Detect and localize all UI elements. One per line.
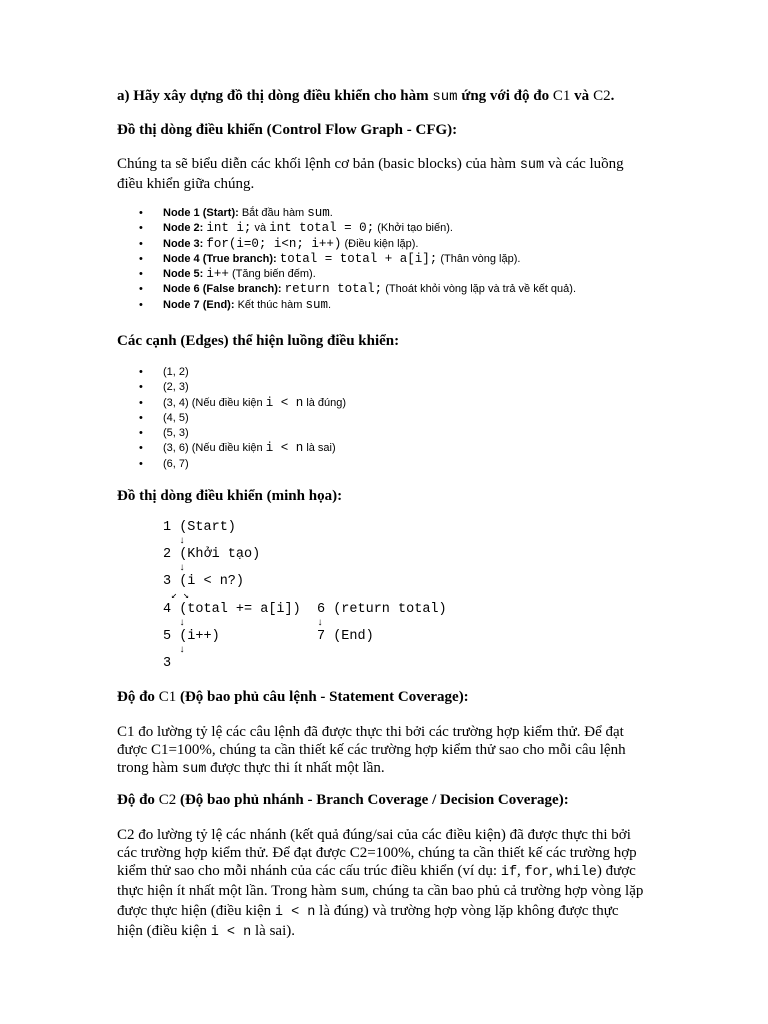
node-item: • Node 1 (Start): Bắt đầu hàm sum. <box>139 206 333 220</box>
c2-paragraph: C2 đo lường tỷ lệ các nhánh (kết quả đúng/sai của các điều kiện) đã được thực thi bởi các trường hợp kiểm thử. Để đạt được C2=100%, chúng ta cần thiết kế các trường hợp kiểm thử sao cho mỗi nhánh của các cấu trúc điều khiển (ví dụ: if, for, while) được thực hiện ít nhất một lần. Trong hàm sum, chúng ta cần bao phủ cả trường hợp vòng lặp được thực hiện (điều kiện i < n là đúng) và trường hợp vòng lặp không được thực hiện (điều kiện i < n là sai). <box>117 827 644 940</box>
node-list <box>117 206 576 313</box>
edge-item: • (5, 3) <box>117 426 346 441</box>
cfg-heading: Đồ thị dòng điều khiển (Control Flow Graph - CFG): <box>117 122 458 138</box>
node-item: • Node 4 (True branch): total = total + a[i]; (Thân vòng lặp). <box>139 251 521 266</box>
cfg-arrow-4-5: ↓ <box>179 618 186 629</box>
edge-list <box>117 365 346 472</box>
heading-a-func: sum <box>432 89 458 105</box>
heading-a-c1: C1 <box>552 88 571 104</box>
cfg-arrow-6-7: ↓ <box>317 618 324 629</box>
c2-heading: Độ đo C2 (Độ bao phủ nhánh - Branch Coverage / Decision Coverage): <box>117 792 569 808</box>
cfg-node-5: 5 (i++) <box>163 629 220 644</box>
illustration-heading: Đồ thị dòng điều khiển (minh họa): <box>117 488 343 504</box>
heading-a-middle: ứng với độ đo <box>461 88 550 104</box>
bullet-icon: • <box>139 411 143 424</box>
intro-part1: Chúng ta sẽ biểu diễn các khối lệnh cơ bản (basic blocks) của hàm <box>117 156 517 172</box>
edge-item: • (3, 4) (Nếu điều kiện i < n là đúng) <box>139 395 347 410</box>
intro-func: sum <box>519 158 545 173</box>
cfg-node-3-loop: 3 <box>163 656 172 671</box>
edge-item: • (6, 7) <box>117 457 346 472</box>
cfg-node-7: 7 (End) <box>317 629 374 644</box>
bullet-icon: • <box>139 252 143 265</box>
bullet-icon: • <box>139 222 143 235</box>
node-item: • Node 3: for(i=0; i<n; i++) (Điều kiện lặp). <box>139 236 419 251</box>
cfg-node-1: 1 (Start) <box>163 520 236 535</box>
node-item: • Node 6 (False branch): return total; (Thoát khỏi vòng lặp và trả về kết quả). <box>139 282 577 297</box>
cfg-intro <box>117 155 647 193</box>
cfg-arrow-5-3: ↓ <box>179 645 186 656</box>
intro-part2: và các luồng điều khiển giữa chúng. <box>117 156 624 192</box>
heading-a-end: . <box>610 88 615 104</box>
bullet-icon: • <box>139 396 143 409</box>
cfg-arrow-3-branch: ↙ ↘ <box>171 591 190 602</box>
edge-item: • (2, 3) <box>117 380 346 395</box>
edge-item: • (1, 2) <box>117 365 346 380</box>
heading-a-c2: C2 <box>593 88 611 104</box>
bullet-icon: • <box>139 268 143 281</box>
edge-item: • (3, 6) (Nếu điều kiện i < n là sai) <box>139 441 336 456</box>
cfg-arrow-2-3: ↓ <box>179 563 186 574</box>
cfg-node-2: 2 (Khởi tạo) <box>163 547 261 562</box>
cfg-node-4: 4 (total += a[i]) <box>163 602 301 617</box>
node-item: • Node 5: i++ (Tăng biến đếm). <box>139 267 316 282</box>
c1-paragraph: C1 đo lường tỷ lệ các câu lệnh đã được thực thi bởi các trường hợp kiểm thử. Để đạt được C1=100%, chúng ta cần thiết kế các trường hợp kiểm thử sao cho mỗi câu lệnh trong hàm sum được thực thi ít nhất một lần. <box>117 724 626 777</box>
c1-heading: Độ đo C1 (Độ bao phủ câu lệnh - Statement Coverage): <box>117 689 469 705</box>
bullet-icon: • <box>139 427 143 440</box>
bullet-icon: • <box>139 381 143 394</box>
bullet-icon: • <box>139 298 143 311</box>
bullet-icon: • <box>139 457 143 470</box>
node-item: • Node 2: int i; và int total = 0; (Khởi tạo biến). <box>139 221 453 236</box>
heading-a-prefix: a) Hãy xây dựng đồ thị dòng điều khiển cho hàm <box>117 88 429 104</box>
cfg-node-6: 6 (return total) <box>317 602 447 617</box>
edge-item: • (4, 5) <box>117 411 346 426</box>
bullet-icon: • <box>139 207 143 219</box>
heading-a-and: và <box>574 88 590 104</box>
edges-heading: Các cạnh (Edges) thể hiện luồng điều khiển: <box>117 333 400 349</box>
bullet-icon: • <box>139 283 143 296</box>
bullet-icon: • <box>139 442 143 455</box>
cfg-node-3: 3 (i < n?) <box>163 574 245 589</box>
node-item: • Node 7 (End): Kết thúc hàm sum. <box>139 297 332 312</box>
heading-a <box>117 88 614 105</box>
bullet-icon: • <box>139 366 143 378</box>
cfg-arrow-1-2: ↓ <box>179 536 186 547</box>
bullet-icon: • <box>139 237 143 250</box>
